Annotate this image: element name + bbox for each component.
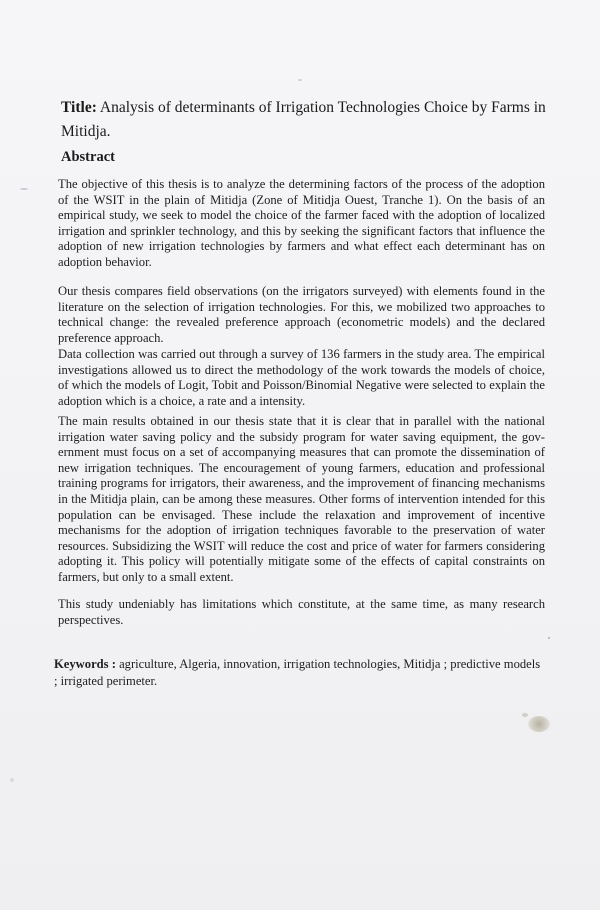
title-text: Analysis of determinants of Irrigation Technologies Choice by Farms in Mitidja. bbox=[61, 99, 546, 140]
keywords-label: Keywords : bbox=[54, 657, 116, 671]
scan-smudge bbox=[522, 713, 528, 717]
abstract-paragraph: This study undeniably has limitations which constitute, at the same time, as many research perspectives. bbox=[58, 597, 545, 627]
scan-smudge bbox=[528, 716, 550, 732]
scan-speck bbox=[298, 79, 302, 81]
abstract-paragraph: Our thesis compares field observations (on the irrigators surveyed) with elements found in the literature on the selection of irrigation technologies. For this, we mobilized two approaches to technical change: the revealed preference approach (econometric models) and the declared preference approach. bbox=[58, 284, 545, 345]
abstract-paragraph: The objective of this thesis is to analyze the determining factors of the process of the adoption of the WSIT in the plain of Mitidja (Zone of Mitidja Ouest, Tranche 1). On the basis of an empirical study, we seek to model the choice of the farmer faced with the adoption of localized irrigation and sprinkler technology, and this by seeking the significant factors that influence the adoption of new irrigation technologies by farmers and what effect each determinant has on adoption behavior. bbox=[58, 177, 545, 269]
keywords bbox=[54, 656, 544, 690]
scan-speck bbox=[548, 637, 550, 639]
abstract-heading: Abstract bbox=[61, 149, 115, 165]
abstract-paragraph: The main results obtained in our thesis state that it is clear that in parallel with the national irrigation water saving policy and the subsidy program for water saving equipment, the government must focus on a set of accompanying measures that can promote the dissemination of new irrigation techniques. The encouragement of young farmers, education and professional training programs for irrigators, their awareness, and the improvement of financing mechanisms in the Mitidja plain, can be among these measures. Other forms of intervention intended for this population can be envisaged. These include the relaxation and improvement of incentive mechanisms for the adoption of irrigation techniques favorable to the preservation of water resources. Subsidizing the WSIT will reduce the cost and price of water for farmers considering adopting it. This policy will potentially mitigate some of the effects of capital constraints on farmers, but only to a small extent. bbox=[58, 414, 545, 584]
abstract-paragraph: Data collection was carried out through a survey of 136 farmers in the study area. The empirical investigations allowed us to direct the methodology of the work towards the models of choice, of which the models of Logit, Tobit and Poisson/Binomial Negative were selected to explain the adoption which is a choice, a rate and a intensity. bbox=[58, 347, 545, 408]
scan-speck bbox=[20, 188, 28, 190]
keywords-text: agriculture, Algeria, innovation, irrigation technologies, Mitidja ; predictive models ; irrigated perimeter. bbox=[54, 657, 541, 688]
document-title bbox=[61, 96, 551, 144]
scan-speck bbox=[10, 778, 14, 782]
title-label: Title: bbox=[61, 99, 97, 116]
